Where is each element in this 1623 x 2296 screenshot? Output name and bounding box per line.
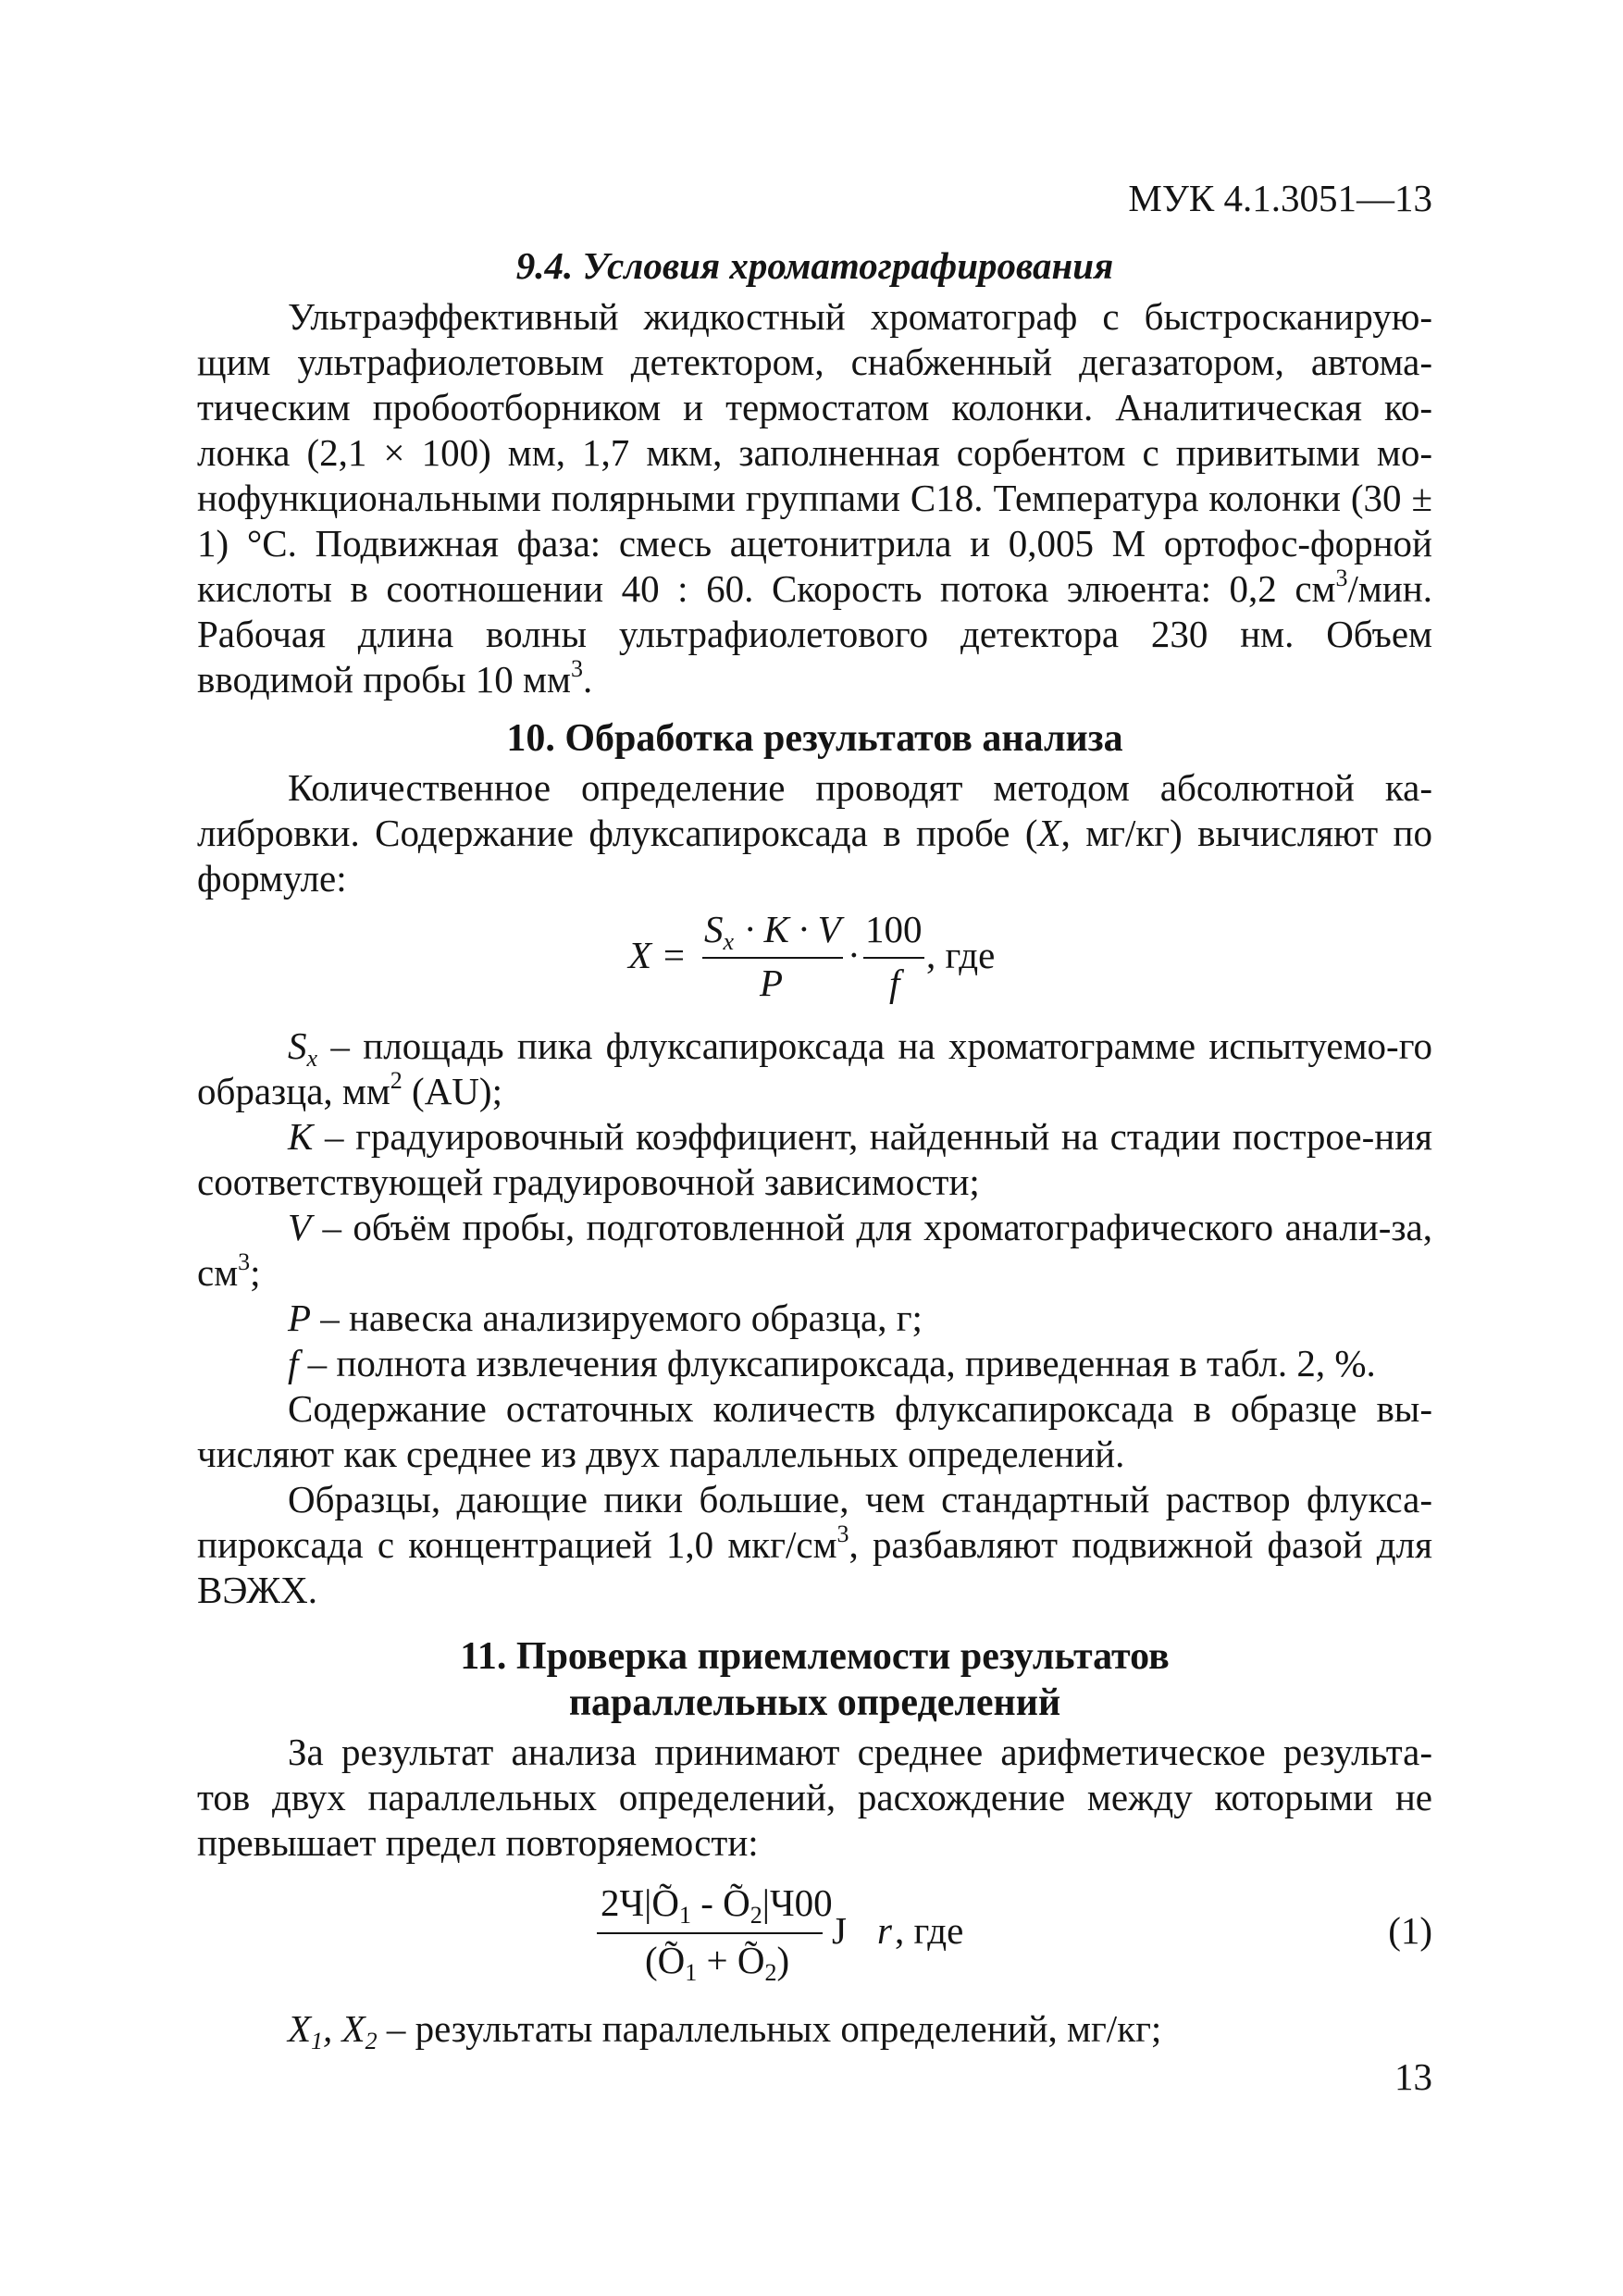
def-k: K – градуировочный коэффициент, найденный на стадии построе-ния соответствующей градуировочной зависимости; [197,1115,1432,1203]
page-number: 13 [1394,2055,1432,2098]
def-sx: $S_x$ – площадь пика флуксапироксада на хроматограмме испытуемо-го образца, $мм^2$ (AU); [197,1024,1432,1112]
section-10-paragraph-2: Содержание остаточных количеств флуксапироксада в образце вы-числяют как среднее из двух параллельных определений. [197,1387,1432,1475]
def-v: V – объём пробы, подготовленной для хроматографического анали-за, $см^3$; [197,1206,1432,1294]
formula-x: X = $S_x$ · K · V P · 100 f , где [628,908,996,1004]
section-10-paragraph-3: Образцы, дающие пики большие, чем стандартный раствор флукса-пироксада с концентрацией 1,0 мкг/$см^3$, разбавляют подвижной фазой для ВЭЖХ. [197,1478,1432,1611]
section-9-4-title: 9.4. Условия хроматографирования [515,244,1114,287]
section-11-paragraph: За результат анализа принимают среднее арифметическое результа-тов двух параллельных определений, расхождение между которыми не превышает предел повторяемости: [197,1731,1432,1864]
section-11-title: 11. Проверка приемлемости результатов параллельных определений [460,1635,1170,1724]
def-p: P – навеска анализируемого образца, г; [288,1297,923,1339]
def-x1-x2: $X_1$, $X_2$ – результаты параллельных определений, мг/кг; [288,2007,1162,2054]
equation-number: (1) [1388,1909,1432,1952]
document-code: МУК 4.1.3051—13 [1128,177,1432,219]
def-f: f – полнота извлечения флуксапироксада, приведенная в табл. 2, %. [288,1342,1376,1384]
section-10-title: 10. Обработка результатов анализа [506,717,1123,760]
document-page [197,176,1432,2052]
section-9-4-paragraph: Ультраэффективный жидкостный хроматограф с быстросканирую-щим ультрафиолетовым детектором, снабженный дегазатором, автома-тическим пробоотборником и термостатом колонки. Аналитическая ко-лонка (2,1 × 100) мм, 1,7 мкм, заполненная сорбентом с привитыми мо-нофункциональными полярными группами С18. Температура колонки (30 ± 1) °С. Подвижная фаза: смесь ацетонитрила и 0,005 М ортофос-форной кислоты в соотношении 40 : 60. Скорость потока элюента: 0,2 $см^3$/мин. Рабочая длина волны ультрафиолетового детектора 230 нм. Объем вводимой пробы 10 $мм^3$. [197,295,1432,701]
formula-repeatability: $2Ч|Õ_1$ - $Õ_2|Ч00$ ($Õ_1$ + $Õ_2$) J r , где (1) [197,1875,1432,1997]
section-10-intro: Количественное определение проводят методом абсолютной ка-либровки. Содержание флуксапироксада в пробе (Х, мг/кг) вычисляют по формуле: [197,766,1432,900]
